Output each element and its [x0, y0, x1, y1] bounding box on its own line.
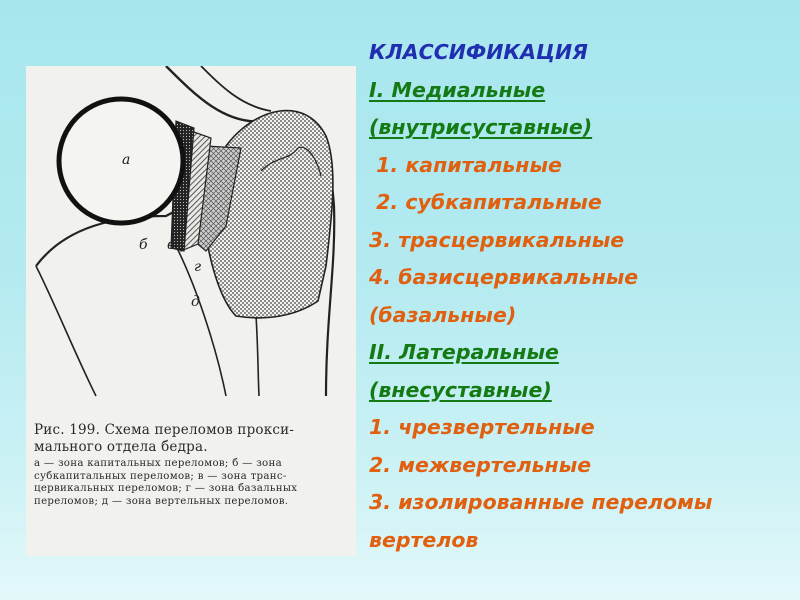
item-basal: (базальные) — [369, 302, 517, 327]
item-transcervical: 3. трасцервикальные — [369, 227, 625, 252]
figure-panel — [26, 66, 356, 556]
classification-list — [369, 34, 789, 559]
item-isolated-line2: вертелов — [369, 527, 479, 552]
medial-heading-line2: (внутрисуставные) — [369, 115, 593, 139]
medial-heading-line1: I. Медиальные — [369, 77, 546, 102]
label-d: д — [191, 294, 200, 310]
figure-caption — [34, 422, 352, 509]
lateral-heading-line2: (внесуставные) — [369, 377, 552, 402]
acetabulum-outline — [166, 66, 266, 122]
femur-fracture-diagram — [26, 66, 356, 416]
label-v: в — [167, 237, 176, 253]
label-g: г — [194, 259, 202, 275]
label-b: б — [139, 237, 148, 253]
item-pertrochanteric: 1. чрезвертельные — [369, 415, 595, 439]
item-basicervical: 4. базисцервикальные — [369, 265, 639, 289]
item-intertrochanteric: 2. межвертельные — [369, 452, 592, 477]
lateral-heading-line1: II. Латеральные — [369, 340, 559, 364]
classification-title: КЛАССИФИКАЦИЯ — [369, 40, 588, 64]
caption-main: Рис. 199. Схема переломов прокси-мального отдела бедра. — [34, 422, 295, 455]
zone-capital — [59, 99, 183, 223]
caption-legend: а — зона капитальных переломов; б — зона субкапитальных переломов; в — зона транс-цервикальных переломов; г — зона базальных переломов; д — зона вертельных переломов. — [34, 457, 298, 507]
label-a: а — [122, 152, 131, 168]
item-subcapital: 2. субкапитальные — [369, 190, 602, 214]
item-capital: 1. капитальные — [369, 152, 562, 177]
item-isolated-line1: 3. изолированные переломы — [369, 490, 713, 514]
